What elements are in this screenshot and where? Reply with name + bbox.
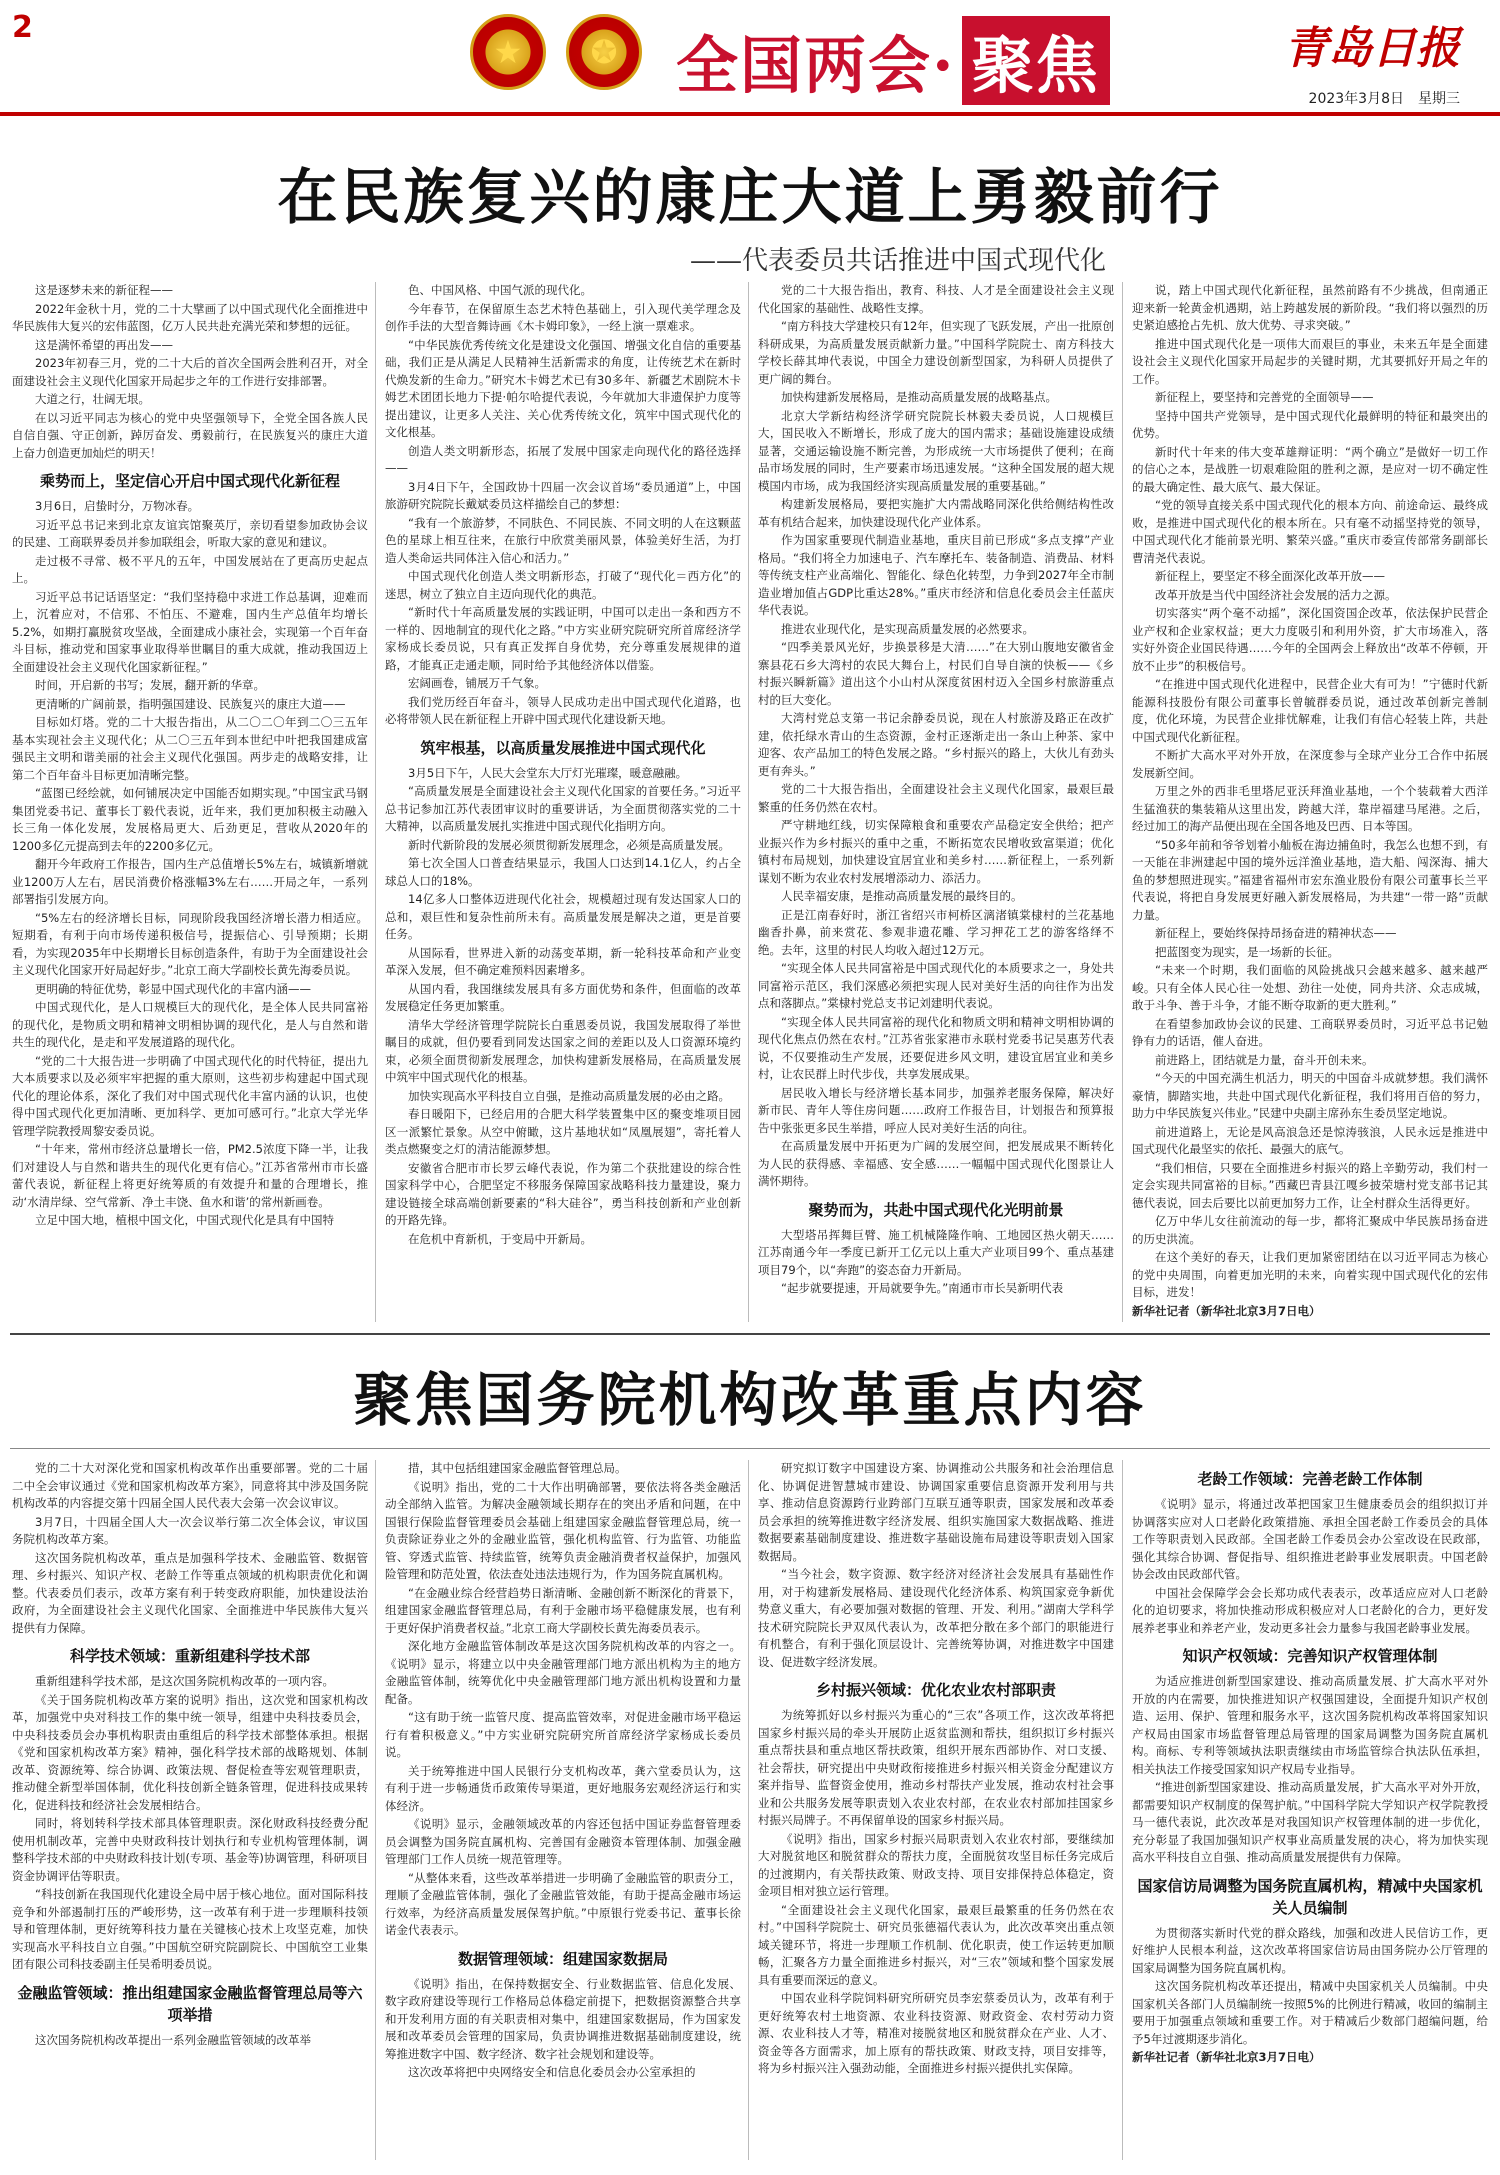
paragraph: 3月6日，启蛰时分，万物冰春。: [35, 499, 200, 513]
newspaper-brand: 青岛日报: [1284, 23, 1460, 74]
paragraph: 《说明》显示，金融领域改革的内容还包括中国证券监督管理委员会调整为国务院直属机构、完善国有金融资本管理体制、加强金融管理部门工作人员统一规范管理等。: [385, 1817, 741, 1866]
paragraph: 在高质量发展中开拓更为广阔的发展空间，把发展成果不断转化为人民的获得感、幸福感、安全感……一幅幅中国式现代化图景让人满怀期待。: [758, 1139, 1114, 1188]
paragraph: “起步就要提速，开局就要争先。”南通市市长吴新明代表: [781, 1281, 1064, 1295]
article2-column-1: [12, 1460, 368, 2160]
article1-column-4: [1132, 282, 1488, 1322]
section-heading: 乘势而上，坚定信心开启中国式现代化新征程: [39, 472, 340, 490]
paragraph: “中华民族优秀传统文化是建设文化强国、增强文化自信的重要基础，我们正是从满足人民精神生活新需求的角度，让传统艺术在新时代焕发新的生命力。”研究木卡姆艺术已有30多年、新疆艺术剧院木卡姆艺术团团长地力下提·帕尔哈提代表说，今年就加大非遗保护力度等提出建议，让更多人关注、关心优秀传统文化，筑牢中国式现代化的文化根基。: [385, 337, 741, 439]
paragraph: 构建新发展格局，要把实施扩大内需战略同深化供给侧结构性改革有机结合起来，加快建设现代化产业体系。: [758, 497, 1114, 529]
paragraph: 加快构建新发展格局，是推动高质量发展的战略基点。: [781, 390, 1057, 404]
paragraph: “今天的中国充满生机活力，明天的中国奋斗成就梦想。我们满怀豪情，脚踏实地，共赴中国式现代化新征程，我们将用百倍的努力，助力中华民族复兴伟业。”民建中央副主席孙东生委员坚定地说。: [1132, 1071, 1488, 1120]
article-separator: [10, 1333, 1490, 1335]
article1-column-2: [385, 282, 741, 1322]
column-divider: [748, 1460, 749, 2160]
paragraph: 在这个美好的春天，让我们更加紧密团结在以习近平同志为核心的党中央周围，向着更加光明的未来，向着实现中国式现代化的宏伟目标，进发！: [1132, 1250, 1488, 1299]
issue-date: 2023年3月8日 星期三: [1308, 91, 1460, 107]
paragraph: 重新组建科学技术部，是这次国务院机构改革的一项内容。: [35, 1674, 334, 1688]
paragraph: 北京大学新结构经济学研究院院长林毅夫委员说，人口规模巨大，国民收入不断增长，形成了庞大的国内需求；基础设施建设成绩显著，交通运输设施不断完善，为形成统一大市场提供了便利；在商品市场发展的同时，生产要素市场迅速发展。“这种全国发展的超大规模国内市场，成为我国经济实现高质量发展的重要基础。”: [758, 408, 1114, 493]
paragraph: 《说明》指出，党的二十大作出明确部署，要依法将各类金融活动全部纳入监管。为解决金融领域长期存在的突出矛盾和问题，在中国银行保险监督管理委员会基础上组建国家金融监督管理总局，统一负责除证券业之外的金融业监管，强化机构监管、行为监管、功能监管、穿透式监管、持续监管，统筹负责金融消费者权益保护，加强风险管理和防范处置，依法查处违法违规行为，作为国务院直属机构。: [385, 1479, 741, 1581]
column-divider: [748, 282, 749, 1322]
paragraph: 在看望参加政协会议的民建、工商联界委员时，习近平总书记勉铮有力的话语，催人奋进。: [1132, 1016, 1488, 1048]
paragraph: 3月7日，十四届全国人大一次会议举行第二次全体会议，审议国务院机构改革方案。: [12, 1514, 368, 1546]
paragraph: “蓝图已经绘就，如何铺展决定中国能否如期实现。”中国宝武马钢集团党委书记、董事长丁毅代表说，近年来，我们更加积极主动融入长三角一体化发展，发展格局更大、后劲更足，营收从2020年的1200多亿元提高到去年的2200多亿元。: [12, 786, 368, 853]
paragraph: 党的二十大报告指出，全面建设社会主义现代化国家，最艰巨最繁重的任务仍然在农村。: [758, 782, 1114, 814]
article2-credit: 新华社记者（新华社北京3月7日电）: [1132, 2050, 1321, 2064]
paragraph: 推进农业现代化，是实现高质量发展的必然要求。: [781, 621, 1034, 636]
paragraph: 清华大学经济管理学院院长白重恩委员说，我国发展取得了举世瞩目的成就，但仍要看到同发达国家之间的差距以及人口资源环境约束，必须全面贯彻新发展理念，加快构建新发展格局，在高质量发展中筑牢中国式现代化的根基。: [385, 1017, 741, 1084]
paragraph: 措，其中包括组建国家金融监督管理总局。: [408, 1461, 627, 1475]
paragraph: 这次国务院机构改革提出一系列金融监管领域的改革举: [35, 2032, 311, 2047]
paragraph: “我们相信，只要在全面推进乡村振兴的路上辛勤劳动，我们村一定会实现共同富裕的目标。”西藏巴青县江嘎乡披荣塘村党支部书记其德代表说，回去后要比以前更加努力工作，让全村群众生活得更好。: [1132, 1160, 1488, 1210]
paragraph: 为统筹抓好以乡村振兴为重心的“三农”各项工作，这次改革将把国家乡村振兴局的牵头开展防止返贫监测和帮扶，组织拟订乡村振兴重点帮扶县和重点地区帮扶政策，组织开展东西部协作、对口支援、社会帮扶，研究提出中央财政衔接推进乡村振兴相关资金分配建议方案并指导、监督资金使用，推动乡村帮扶产业发展，推动农村社会事业和公共服务发展等职责划入农业农村部，在农业农村部加挂国家乡村振兴局牌子。不再保留单设的国家乡村振兴局。: [758, 1708, 1114, 1827]
section-heading: 国家信访局调整为国务院直属机构，精减中央国家机关人员编制: [1137, 1876, 1483, 1917]
paragraph: 这次国务院机构改革还提出，精减中央国家机关人员编制。中央国家机关各部门人员编制统一按照5%的比例进行精减，收回的编制主要用于加强重点领域和重要工作。对于精减后少数部门超编问题，给予5年过渡期逐步消化。: [1132, 1979, 1488, 2046]
paragraph: 翻开今年政府工作报告，国内生产总值增长5%左右，城镇新增就业1200万人左右，居民消费价格涨幅3%左右……开局之年，一系列部署指引发展方向。: [12, 857, 368, 906]
paragraph: 这是满怀希望的再出发——: [35, 337, 173, 352]
paragraph: 走过极不寻常、极不平凡的五年，中国发展站在了更高历史起点上。: [12, 553, 368, 585]
paragraph: “新时代十年高质量发展的实践证明，中国可以走出一条和西方不一样的、因地制宜的现代化之路。”中方实业研究院研究所首席经济学家杨成长委员说，只有真正发挥自身优势，充分尊重发展规律的道路，才能真正走通走顺，同时给予其他经济体以借鉴。: [385, 605, 741, 672]
paragraph: 3月5日下午，人民大会堂东大厅灯光璀璨，暖意融融。: [408, 765, 688, 780]
paragraph: 中国式现代化，是人口规模巨大的现代化，是全体人民共同富裕的现代化，是物质文明和精神文明相协调的现代化，是人与自然和谐共生的现代化，是走和平发展道路的现代化。: [12, 1000, 368, 1049]
paragraph: 推进中国式现代化是一项伟大而艰巨的事业，未来五年是全面建设社会主义现代化国家开局起步的关键时期，尤其要抓好开局之年的工作。: [1132, 336, 1488, 386]
paragraph: 从国内看，我国继续发展具有多方面优势和条件，但面临的改革发展稳定任务更加繁重。: [385, 981, 741, 1013]
paragraph: “实现全体人民共同富裕是中国式现代化的本质要求之一，身处共同富裕示范区，我们深感必须把实现人民对美好生活的向往作为出发点和落脚点。”棠棣村党总支书记刘建明代表说。: [758, 961, 1114, 1010]
paragraph: “十年来，常州市经济总量增长一倍，PM2.5浓度下降一半，让我们对建设人与自然和谐共生的现代化更有信心。”江苏省常州市市长盛蕾代表说，新征程上将更好统筹质的有效提升和量的合理增长，推动‘水清岸绿、空气常新、净土丰饶、鱼水和谐’的常州新画卷。: [12, 1142, 368, 1209]
paragraph: 大道之行，壮阔无垠。: [35, 392, 150, 406]
paragraph: 切实落实“两个毫不动摇”，深化国资国企改革，依法保护民营企业产权和企业家权益；更大力度吸引和利用外资，扩大市场准入，落实好外资企业国民待遇……今年的全国两会上释放出“改革不停顿，开放不止步”的积极信号。: [1132, 606, 1488, 673]
paragraph: 把蓝图变为现实，是一场新的长征。: [1155, 944, 1339, 959]
page-header: [0, 0, 1500, 118]
paragraph: 安徽省合肥市市长罗云峰代表说，作为第二个获批建设的综合性国家科学中心，合肥坚定不移服务保障国家战略科技力量建设，聚力建设链接全球高端创新要素的“科大硅谷”，勇当科技创新和产业创新的开路先锋。: [385, 1160, 741, 1227]
paragraph: 关于统筹推进中国人民银行分支机构改革，龚六堂委员认为，这有利于进一步畅通货币政策传导渠道，更好地服务宏观经济运行和实体经济。: [385, 1763, 741, 1813]
column-divider: [1122, 1460, 1123, 2160]
article2-column-4: [1132, 1460, 1488, 2160]
paragraph: 居民收入增长与经济增长基本同步，加强养老服务保障，解决好新市民、青年人等住房问题……政府工作报告目，计划报告和预算报告中张张更多民生举措，呼应人民对美好生活的向往。: [758, 1085, 1114, 1135]
paragraph: 更清晰的广阔前景，指明强国建设、民族复兴的康庄大道——: [35, 696, 346, 711]
paragraph: 研究拟订数字中国建设方案、协调推动公共服务和社会治理信息化、协调促进智慧城市建设、协调国家重要信息资源开发利用与共享、推动信息资源跨行业跨部门互联互通等职责，国家发展和改革委员会承担的统筹推进数字经济发展、组织实施国家大数据战略、推进数据要素基础制度建设、推进数字基础设施布局建设等职责划入国家数据局。: [758, 1461, 1114, 1563]
paragraph: “5%左右的经济增长目标，同现阶段我国经济增长潜力相适应。短期看，有利于向市场传递积极信号，提振信心、引导预期；长期看，为实现2035年中长期增长目标创造条件，有助于为全面建设社会主义现代化国家开好局起好步。”北京工商大学副校长黄先海委员说。: [12, 910, 368, 977]
paragraph: 前进道路上，无论是风高浪急还是惊涛骇浪，人民永远是推进中国式现代化最坚实的依托、最强大的底气。: [1132, 1124, 1488, 1156]
article1-column-3: [758, 282, 1114, 1322]
paragraph: 这次国务院机构改革，重点是加强科学技术、金融监管、数据管理、乡村振兴、知识产权、老龄工作等重点领域的机构职责优化和调整。代表委员们表示，改革方案有利于转变政府职能，加快建设法治政府，为全面建设社会主义现代化国家、全面推进中华民族伟大复兴提供有力保障。: [12, 1550, 368, 1635]
article1-credit: 新华社记者（新华社北京3月7日电）: [1132, 1303, 1321, 1318]
national-emblem-icon: ★: [470, 14, 546, 90]
paragraph: 我们党历经百年奋斗，领导人民成功走出中国式现代化道路，也必将带领人民在新征程上开辟中国式现代化建设新天地。: [385, 694, 741, 726]
paragraph: 3月4日下午，全国政协十四届一次会议首场“委员通道”上，中国旅游研究院院长戴斌委员这样描绘自己的梦想：: [385, 479, 741, 511]
paragraph: 新时代十年来的伟大变革雄辩证明：“两个确立”是做好一切工作的信心之本，是战胜一切艰难险阻的胜利之源，是应对一切不确定性的最大确定性、最大底气、最大保证。: [1132, 444, 1488, 494]
paragraph: 《说明》显示，将通过改革把国家卫生健康委员会的组织拟订并协调落实应对人口老龄化政策措施、承担全国老龄工作委员会的具体工作等职责划入民政部。全国老龄工作委员会办公室改设在民政部，强化其综合协调、督促指导、组织推进老龄事业发展职责。中国老龄协会改由民政部代管。: [1132, 1497, 1488, 1581]
paragraph: 同时，将划转科学技术部具体管理职责。深化财政科技经费分配使用机制改革，完善中央财政科技计划执行和专业机构管理体制，调整科学技术部的中央财政科技计划(专项、基金等)协调管理，科研项目资金协调评估等职责。: [12, 1816, 368, 1883]
paragraph: 2023年初春三月，党的二十大后的首次全国两会胜利召开，对全面建设社会主义现代化国家开局起步之年的工作进行安排部署。: [12, 356, 368, 388]
paragraph: 改革开放是当代中国经济社会发展的活力之源。: [1155, 587, 1397, 602]
paragraph: 新征程上，要坚持和完善党的全面领导——: [1155, 390, 1374, 404]
paragraph: “这有助于统一监管尺度、提高监管效率，对促进金融市场平稳运行有着积极意义。”中方实业研究院研究所首席经济学家杨成长委员说。: [385, 1710, 741, 1759]
section-heading: 金融监管领域：推出组建国家金融监督管理总局等六项举措: [17, 1983, 363, 2024]
paragraph: 亿万中华儿女往前流动的每一步，都将汇聚成中华民族昂扬奋进的历史洪流。: [1132, 1214, 1488, 1246]
paragraph: 大型塔吊挥舞巨臂、施工机械隆隆作响、工地园区热火朝天……江苏南通今年一季度已新开工亿元以上重大产业项目99个、重点基建项目79个，以“奔跑”的姿态奋力开新局。: [758, 1227, 1114, 1277]
paragraph: “50多年前和爷爷划着小舢板在海边捕鱼时，我怎么也想不到，有一天能在非洲建起中国的境外远洋渔业基地，造大船、闯深海、捕大鱼的梦想照进现实。”福建省福州市宏东渔业股份有限公司董事长兰平代表说，将把自身发展更好融入新发展格局，为共建“一带一路”贡献力量。: [1132, 837, 1488, 922]
paragraph: “实现全体人民共同富裕的现代化和物质文明和精神文明相协调的现代化焦点仍然在农村。”江苏省张家港市永联村党委书记吴惠芳代表说，不仅要推动生产发展，还要促进乡风文明，建设宜居宜业和美乡村，让农民群上时代步伐，共享发展成果。: [758, 1014, 1114, 1081]
cppcc-emblem-icon: ✪: [566, 14, 642, 90]
paragraph: 这是逐梦未来的新征程——: [35, 283, 173, 297]
paragraph: “科技创新在我国现代化建设全局中居于核心地位。面对国际科技竞争和外部遏制打压的严峻形势，这一改革有利于进一步理顺科技领导和管理体制，更好统筹科技力量在关键核心技术上攻坚克难，加快实现高水平科技自立自强。”中国航空研究院副院长、中国航空工业集团有限公司科技委副主任吴希明委员说。: [12, 1887, 368, 1971]
article1-subtitle: ——代表委员共话推进中国式现代化: [690, 246, 1107, 276]
paragraph: “推进创新型国家建设、推动高质量发展，扩大高水平对外开放，都需要知识产权制度的保驾护航。”中国科学院大学知识产权学院教授马一德代表说，此次改革是对我国知识产权管理体制的进一步优化，充分彰显了我国加强知识产权事业高质量发展的决心，将为加快实现高水平科技自立自强、推动高质量发展提供有力保障。: [1132, 1780, 1488, 1864]
paragraph: 不断扩大高水平对外开放，在深度参与全球产业分工合作中拓展发展新空间。: [1132, 748, 1488, 780]
column-divider: [375, 1460, 376, 2160]
paragraph: 目标如灯塔。党的二十大报告指出，从二〇二〇年到二〇三五年基本实现社会主义现代化；从二〇三五年到本世纪中叶把我国建成富强民主文明和谐美丽的社会主义现代化强国。两步走的战略安排，让第二个百年奋斗目标更加清晰完整。: [12, 715, 368, 782]
paragraph: 坚持中国共产党领导，是中国式现代化最鲜明的特征和最突出的优势。: [1132, 408, 1488, 440]
section-heading: 数据管理领域：组建国家数据局: [457, 1949, 668, 1968]
headline-rule: [10, 1448, 1490, 1449]
paragraph: “高质量发展是全面建设社会主义现代化国家的首要任务。”习近平总书记参加江苏代表团审议时的重要讲话，为全面贯彻落实党的二十大精神，以高质量发展扎实推进中国式现代化指明方向。: [385, 784, 741, 833]
column-divider: [1122, 282, 1123, 1322]
paragraph: 《关于国务院机构改革方案的说明》指出，这次党和国家机构改革，加强党中央对科技工作的集中统一领导，组建中央科技委员会，中央科技委员会办事机构职责由重组后的科学技术部整体承担。根据《党和国家机构改革方案》精神，强化科学技术部的战略规划、体制改革、资源统筹、综合协调、政策法规、督促检查等宏观管理职责，推动健全新型举国体制，优化科技创新全链条管理，促进科技成果转化，促进科技和经济社会发展相结合。: [12, 1692, 368, 1812]
column-divider: [375, 282, 376, 1322]
paragraph: 说，踏上中国式现代化新征程，虽然前路有不少挑战，但南通正迎来新一轮黄金机遇期，站上跨越发展的新阶段。“我们将以强烈的历史紧迫感抢占先机、放大优势、寻求突破。”: [1132, 283, 1488, 332]
paragraph: 党的二十大报告指出，教育、科技、人才是全面建设社会主义现代化国家的基础性、战略性支撑。: [758, 283, 1114, 315]
section-heading: 乡村振兴领域：优化农业农村部职责: [815, 1681, 1056, 1699]
section-heading: 筑牢根基，以高质量发展推进中国式现代化: [420, 738, 706, 757]
paragraph: “南方科技大学建校只有12年，但实现了飞跃发展，产出一批原创科研成果，为高质量发展贡献新力量。”中国科学院院士、南方科技大学校长薛其坤代表说，中国全力建设创新型国家，为科研人员提供了更广阔的舞台。: [758, 319, 1114, 386]
paragraph: “当今社会，数字资源、数字经济对经济社会发展具有基础性作用，对于构建新发展格局、建设现代化经济体系、构筑国家竞争新优势意义重大，有必要加强对数据的管理、开发、利用。”湖南大学科学技术研究院院长尹双凤代表认为，改革把分散在多个部门的职能进行有机整合，有利于强化顶层设计、完善统筹协调，对推进数字中国建设、促进数字经济发展。: [758, 1567, 1114, 1669]
article1-column-1: [12, 282, 368, 1322]
paragraph: “四季美景风光好，步换景移是大清……”在大别山腹地安徽省金寨县花石乡大湾村的农民大舞台上，村民们自导自演的快板——《乡村振兴瞬新篇》道出这个小山村从深度贫困村迈入全国乡村旅游重点村的巨大变化。: [758, 640, 1114, 707]
paragraph: 党的二十大对深化党和国家机构改革作出重要部署。党的二十届二中全会审议通过《党和国家机构改革方案》，同意将其中涉及国务院机构改革的内容提交第十四届全国人民代表大会第一次会议审议。: [12, 1461, 368, 1510]
section-heading: 老龄工作领域：完善老龄工作体制: [1197, 1470, 1423, 1488]
section-heading: 科学技术领域：重新组建科学技术部: [69, 1647, 310, 1665]
paragraph: 中国式现代化创造人类文明新形态，打破了“现代化＝西方化”的迷思，树立了独立自主迈向现代化的典范。: [385, 569, 741, 601]
paragraph: “党的领导直接关系中国式现代化的根本方向、前途命运、最终成败，是推进中国式现代化的根本所在。只有毫不动摇坚持党的领导，中国式现代化才能前景光明、繁荣兴盛。”重庆市委宣传部常务副部长曹清尧代表说。: [1132, 498, 1488, 565]
paragraph: “从整体来看，这些改革举措进一步明确了金融监管的职责分工，理顺了金融监管体制，强化了金融监管效能，有助于提高金融市场运行效率，为经济高质量发展保驾护航。”中原银行党委书记、董事长徐诺金代表表示。: [385, 1870, 741, 1937]
paragraph: “未来一个时期，我们面临的风险挑战只会越来越多、越来越严峻。只有全体人民心往一处想、劲往一处使，同舟共济、众志成城，敢于斗争、善于斗争，才能不断夺取新的更大胜利。”: [1132, 963, 1488, 1012]
paragraph: 前进路上，团结就是力量，奋斗开创未来。: [1155, 1052, 1374, 1067]
paragraph: 作为国家重要现代制造业基地，重庆目前已形成“多点支撑”产业格局。“我们将全力加速电子、汽车摩托车、装备制造、消费品、材料等传统支柱产业高端化、智能化、绿色化转型，力争到2027年全市制造业增加值占GDP比重达28%。”重庆市经济和信息化委员会主任蓝庆华代表说。: [758, 533, 1114, 617]
paragraph: 正是江南春好时，浙江省绍兴市柯桥区漓渚镇棠棣村的兰花基地幽香扑鼻，前来赏花、参观非遗花雕、学习押花工艺的游客络绎不绝。去年，这里的村民人均收入超过12万元。: [758, 907, 1114, 957]
paragraph: 这次改革将把中央网络安全和信息化委员会办公室承担的: [408, 2065, 696, 2079]
article2-column-2: [385, 1460, 741, 2160]
paragraph: 为适应推进创新型国家建设、推动高质量发展、扩大高水平对外开放的内在需要，加快推进知识产权强国建设，全面提升知识产权创造、运用、保护、管理和服务水平，这次国务院机构改革将国家知识产权局由国家市场监督管理总局管理的国家局调整为国务院直属机构。商标、专利等领域执法职责继续由市场监管综合执法队伍承担，相关执法工作接受国家知识产权局专业指导。: [1132, 1674, 1488, 1776]
paragraph: 《说明》指出，国家乡村振兴局职责划入农业农村部，要继续加大对脱贫地区和脱贫群众的帮扶力度，全面脱贫攻坚目标任务完成后的过渡期内，有关帮扶政策、财政支持、项目安排保持总体稳定，资金项目相对独立运行管理。: [758, 1831, 1114, 1898]
paragraph: 万里之外的西非毛里塔尼亚沃拜渔业基地，一个个装载着大西洋生猛渔获的集装箱从这里出发，跨越大洋，靠岸福建马尾港。之后，经过加工的海产品便出现在全国各地及巴西、日本等国。: [1132, 784, 1488, 833]
paragraph: 14亿多人口整体迈进现代化社会，规模超过现有发达国家人口的总和，艰巨性和复杂性前所未有。高质量发展是解决之道，更是首要任务。: [385, 892, 741, 941]
paragraph: 习近平总书记来到北京友谊宾馆聚英厅，亲切看望参加政协会议的民建、工商联界委员并参加联组会，听取大家的意见和建议。: [12, 517, 368, 549]
article2-title: 聚焦国务院机构改革重点内容: [353, 1366, 1147, 1434]
paragraph: 中国社会保障学会会长郑功成代表表示，改革适应应对人口老龄化的迫切要求，将加快推动形成积极应对人口老龄化的合力，更好发展养老事业和养老产业，发动更多社会力量参与我国老龄事业发展。: [1132, 1585, 1488, 1635]
paragraph: 《说明》指出，在保持数据安全、行业数据监管、信息化发展、数字政府建设等现行工作格局总体稳定前提下，把数据资源整合共享和开发利用方面的有关职责相对集中，组建国家数据局，作为国家发展和改革委员会管理的国家局，负责协调推进数据基础制度建设，统筹推进数字中国、数字经济、数字社会规划和建设等。: [385, 1976, 741, 2061]
paragraph: “在金融业综合经营趋势日渐清晰、金融创新不断深化的背景下，组建国家金融监督管理总局，有利于金融市场平稳健康发展，也有利于更好保护消费者权益。”北京工商大学副校长黄先海委员表示。: [385, 1585, 741, 1635]
paragraph: 时间，开启新的书写；发展，翻开新的华章。: [35, 678, 265, 692]
article1-title: 在民族复兴的康庄大道上勇毅前行: [277, 163, 1223, 233]
paragraph: 色、中国风格、中国气派的现代化。: [408, 283, 592, 297]
paragraph: “我有一个旅游梦，不同肤色、不同民族、不同文明的人在这颗蓝色的星球上相互往来，在旅行中欣赏美丽风景，体验美好生活，为打造人类命运共同体注入信心和活力。”: [385, 515, 741, 565]
paragraph: 从国际看，世界进入新的动荡变革期，新一轮科技革命和产业变革深入发展，但不确定难预料因素增多。: [385, 945, 741, 977]
paragraph: 为贯彻落实新时代党的群众路线，加强和改进人民信访工作，更好维护人民根本利益，这次改革将国家信访局由国务院办公厅管理的国家局调整为国务院直属机构。: [1132, 1925, 1488, 1975]
paragraph: 深化地方金融监管体制改革是这次国务院机构改革的内容之一。《说明》显示，将建立以中央金融管理部门地方派出机构为主的地方金融监管体制，统筹优化中央金融管理部门地方派出机构设置和力量配备。: [385, 1639, 741, 1706]
paragraph: 严守耕地红线，切实保障粮食和重要农产品稳定安全供给；把产业振兴作为乡村振兴的重中之重，不断拓宽农民增收致富渠道；优化镇村布局规划，加快建设宜居宜业和美乡村……新征程上，一系列新谋划不断为农业农村发展增添动力、添活力。: [758, 818, 1114, 885]
paragraph: 新时代新阶段的发展必须贯彻新发展理念，必须是高质量发展。: [408, 837, 730, 852]
section-heading: 知识产权领域：完善知识产权管理体制: [1182, 1647, 1438, 1665]
paragraph: 立足中国大地，植根中国文化，中国式现代化是具有中国特: [35, 1213, 334, 1227]
paragraph: 加快实现高水平科技自立自强，是推动高质量发展的必由之路。: [408, 1088, 730, 1103]
paragraph: 创造人类文明新形态，拓展了发展中国家走向现代化的路径选择——: [385, 443, 741, 475]
paragraph: 中国农业科学院饲料研究所研究员李宏蔡委员认为，改革有利于更好统筹农村土地资源、农业科技资源、财政资金、农村劳动力资源、农业科技人才等，精准对接脱贫地区和脱贫群众在产业、人才、资金等各方面需求，加上原有的帮扶政策、财政支持，项目安排等，将为乡村振兴注入强劲动能，全面推进乡村振兴提供扎实保障。: [758, 1991, 1114, 2075]
section-title: [676, 16, 1110, 105]
paragraph: 人民幸福安康，是推动高质量发展的最终目的。: [781, 889, 1023, 903]
paragraph: 习近平总书记话语坚定：“我们坚持稳中求进工作总基调，迎难而上，沉着应对，不信邪、不怕压、不避难，国内生产总值年均增长5.2%，如期打赢脱贫攻坚战，全面建成小康社会，实现第一个百年奋斗目标，推动党和国家事业取得举世瞩目的重大成就，推动我国迈上全面建设社会主义现代化国家新征程。”: [12, 589, 368, 674]
article2-column-3: [758, 1460, 1114, 2160]
section-heading: 聚势而为，共赴中国式现代化光明前景: [808, 1200, 1064, 1219]
page-number: 2: [12, 10, 33, 45]
paragraph: “党的二十大报告进一步明确了中国式现代化的时代特征，提出九大本质要求以及必须牢牢把握的重大原则，这些初步构建起中国式现代化的理论体系，深化了我们对中国式现代化丰富内涵的认识，也使得中国式现代化更加清晰、更加科学、更加可感可行。”北京大学光华管理学院教授周黎安委员说。: [12, 1053, 368, 1138]
paragraph: 春日暖阳下，已经启用的合肥大科学装置集中区的聚变堆项目园区一派繁忙景象。从空中俯瞰，这片基地状如“凤凰展翅”，寄托着人类点燃聚变之灯的清洁能源梦想。: [385, 1107, 741, 1156]
paragraph: “全面建设社会主义现代化国家，最艰巨最繁重的任务仍然在农村。”中国科学院院士、研究员张德福代表认为，此次改革突出重点领域关键环节，将进一步理顺工作机制、优化职责，使工作运转更加顺畅，汇聚各方力量全面推进乡村振兴，对“三农”领域和整个国家发展具有重要而深远的意义。: [758, 1902, 1114, 1987]
paragraph: 今年春节，在保留原生态艺术特色基础上，引入现代美学理念及创作手法的大型音舞诗画《木卡姆印象》，一经上演一票难求。: [385, 301, 741, 333]
paragraph: “在推进中国式现代化进程中，民营企业大有可为！”宁德时代新能源科技股份有限公司董事长曾毓群委员说，通过改革创新完善制度，优化环境，为民营企业排忧解难，让我们有信心轻装上阵，共赴中国式现代化新征程。: [1132, 677, 1488, 744]
paragraph: 在危机中育新机，于变局中开新局。: [408, 1231, 592, 1246]
section-main: 全国两会·: [676, 29, 956, 102]
paragraph: 新征程上，要坚定不移全面深化改革开放——: [1155, 569, 1385, 583]
paragraph: 宏阔画卷，铺展万千气象。: [408, 676, 546, 690]
paragraph: 新征程上，要始终保持昂扬奋进的精神状态——: [1155, 926, 1397, 940]
paragraph: 在以习近平同志为核心的党中央坚强领导下，全党全国各族人民自信自强、守正创新，踔厉奋发、勇毅前行，在民族复兴的康庄大道上奋力创造更加灿烂的明天！: [12, 410, 368, 460]
paragraph: 更明确的特征优势，彰显中国式现代化的丰富内涵——: [35, 981, 311, 996]
paragraph: 第七次全国人口普查结果显示，我国人口达到14.1亿人，约占全球总人口的18%。: [385, 856, 741, 888]
paragraph: 大湾村党总支第一书记余静委员说，现在人村旅游及路正在改扩建，依托绿水青山的生态资源，金村正逐渐走出一条山上种茶、家中迎客、农产品加工的特色发展之路。“乡村振兴的路上，大伙儿有劲头更有奔头。”: [758, 711, 1114, 778]
section-tag: 聚焦: [962, 16, 1110, 105]
header-rule: [0, 112, 1500, 116]
paragraph: 2022年金秋十月，党的二十大擘画了以中国式现代化全面推进中华民族伟大复兴的宏伟蓝图，亿万人民共赴充满光荣和梦想的远征。: [12, 301, 368, 333]
